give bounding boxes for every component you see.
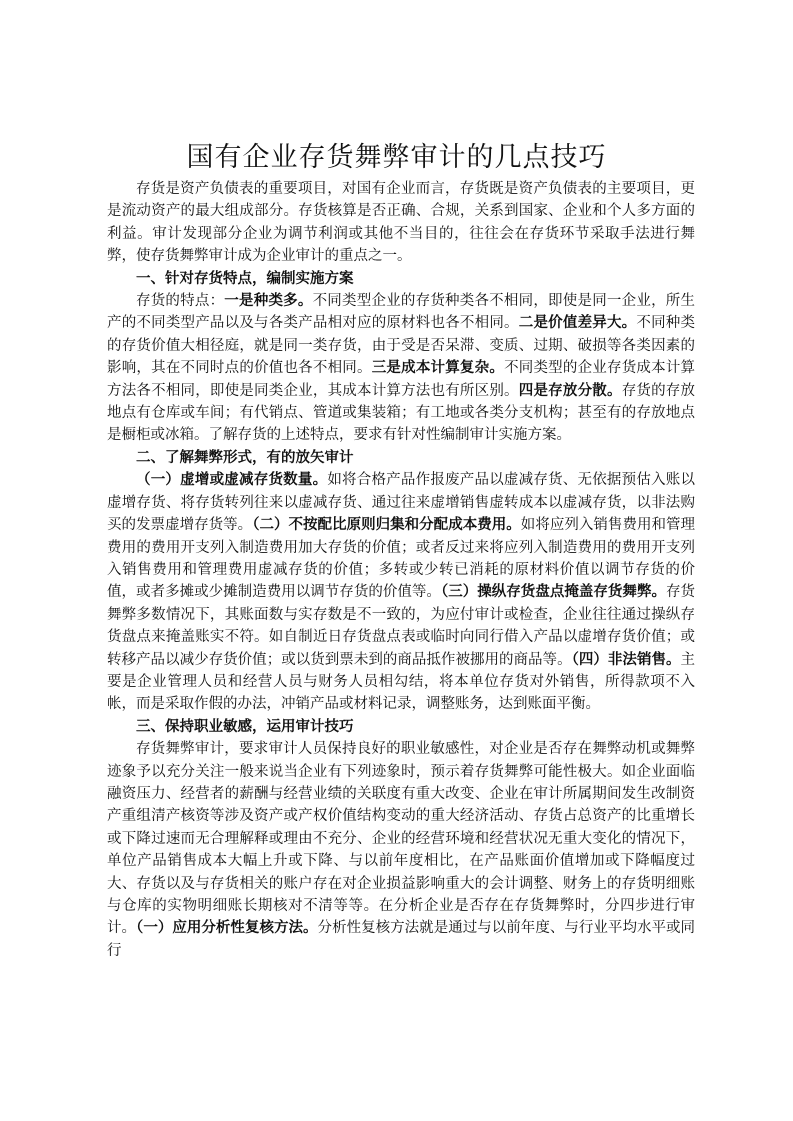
section-2-bold-3: （三）操纵存货盘点掩盖存货舞弊。 xyxy=(440,583,666,601)
section-2-bold-1: （一）虚增或虚减存货数量。 xyxy=(136,471,328,489)
section-2-text-1: 如将合格产品作报废产品以虚减存货、无依据预估入账以虚增存货、将存货转列往来以虚减存货、通过往来虚增销售虚转成本以虚减存货，以非法购买的发票虚增存货等。 xyxy=(107,472,695,534)
section-2-text-2: 如将应列入销售费用和管理费用的费用开支列入制造费用加大存货的价值；或者反过来将应列入制造费用的费用开支列入销售费用和管理费用虚减存货的价值；多转或少转已消耗的原材料价值以调节存货的价值，或者多摊或少摊制造费用以调节存货的价值等。 xyxy=(107,517,696,601)
section-1-text-4: 不同类型的企业存货成本计算方法各不相同，即使是同类企业，其成本计算方法也有所区别。 xyxy=(107,360,696,399)
section-1-paragraph xyxy=(107,290,695,447)
section-3-text-2: 分析性复核方法就是通过与以前年度、与行业平均水平或同行 xyxy=(107,920,696,959)
section-1-text-3: 不同种类的存货价值大相径庭，就是同一类存货，由于受是否呆滞、变质、过期、破损等各类因素的影响，其在不同时点的价值也各不相同。 xyxy=(107,315,696,377)
section-2-heading: 二、了解舞弊形式，有的放矢审计 xyxy=(136,448,354,466)
section-2-paragraph xyxy=(107,469,695,715)
section-1-text-1: 存货的特点： xyxy=(136,293,225,310)
intro-paragraph: 存货是资产负债表的重要项目，对国有企业而言，存货既是资产负债表的主要项目，更是流动资产的最大组成部分。存货核算是否正确、合规，关系到国家、企业和个人多方面的利益。审计发现部分企业为调节利润或其他不当目的，往往会在存货环节采取手法进行舞弊，使存货舞弊审计成为企业审计的重点之一。 xyxy=(107,181,695,265)
section-2-text-3: 存货舞弊多数情况下，其账面数与实存数是不一致的，为应付审计或检查，企业往往通过操纵存货盘点来掩盖账实不符。如自制近日存货盘点表或临时向同行借入产品以虚增存货价值；或转移产品以减少存货价值；或以货到票未到的商品抵作被挪用的商品等。 xyxy=(107,584,696,668)
section-3-bold-1: （一）应用分析性复核方法。 xyxy=(136,919,318,937)
section-2-text-4: 主要是企业管理人员和经营人员与财务人员相勾结，将本单位存货对外销售，所得款项不入帐，而是采取作假的办法，冲销产品或材料记录，调整账务，达到账面平衡。 xyxy=(107,651,696,713)
section-1-bold-4: 四是存放分散。 xyxy=(518,381,622,399)
section-3-paragraph xyxy=(107,738,695,962)
section-1-heading: 一、针对存货特点，编制实施方案 xyxy=(136,269,354,287)
section-3-text-1: 存货舞弊审计，要求审计人员保持良好的职业敏感性，对企业是否存在舞弊动机或舞弊迹象予以充分关注一般来说当企业有下列迹象时，预示着存货舞弊可能性极大。如企业面临融资压力、经营者的薪酬与经营业绩的关联度有重大改变、企业在审计所属期间发生改制资产重组清产核资等涉及资产或产权价值结构变动的重大经济活动、存货占总资产的比重增长或下降过速而无合理解释或理由不充分、企业的经营环境和经营状况无重大变化的情况下，单位产品销售成本大幅上升或下降、与以前年度相比，在产品账面价值增加或下降幅度过大、存货以及与存货相关的账户存在对企业损益影响重大的会计调整、财务上的存货明细账与仓库的实物明细账长期核对不清等等。在分析企业是否存在存货舞弊时，分四步进行审计。 xyxy=(107,741,695,937)
document-body xyxy=(107,178,695,962)
section-1-text-2: 不同类型企业的存货种类各不相同，即使是同一企业，所生产的不同类型产品以及与各类产品相对应的原材料也各不相同。 xyxy=(107,293,695,332)
section-2-bold-2: （二）不按配比原则归集和分配成本费用。 xyxy=(252,516,521,534)
section-1-bold-1: 一是种类多。 xyxy=(224,292,313,310)
section-1-text-5: 存货的存放地点有仓库或车间；有代销点、管道或集装箱；有工地或各类分支机构；甚至有的存放地点是橱柜或冰箱。了解存货的上述特点，要求有针对性编制审计实施方案。 xyxy=(107,382,696,444)
section-1-bold-2: 二是价值差异大。 xyxy=(518,314,637,332)
document-title: 国有企业存货舞弊审计的几点技巧 xyxy=(186,142,607,173)
section-3-heading: 三、保持职业敏感，运用审计技巧 xyxy=(136,717,354,735)
section-2-bold-4: （四）非法销售。 xyxy=(571,650,681,668)
section-1-bold-3: 三是成本计算复杂。 xyxy=(371,359,505,377)
